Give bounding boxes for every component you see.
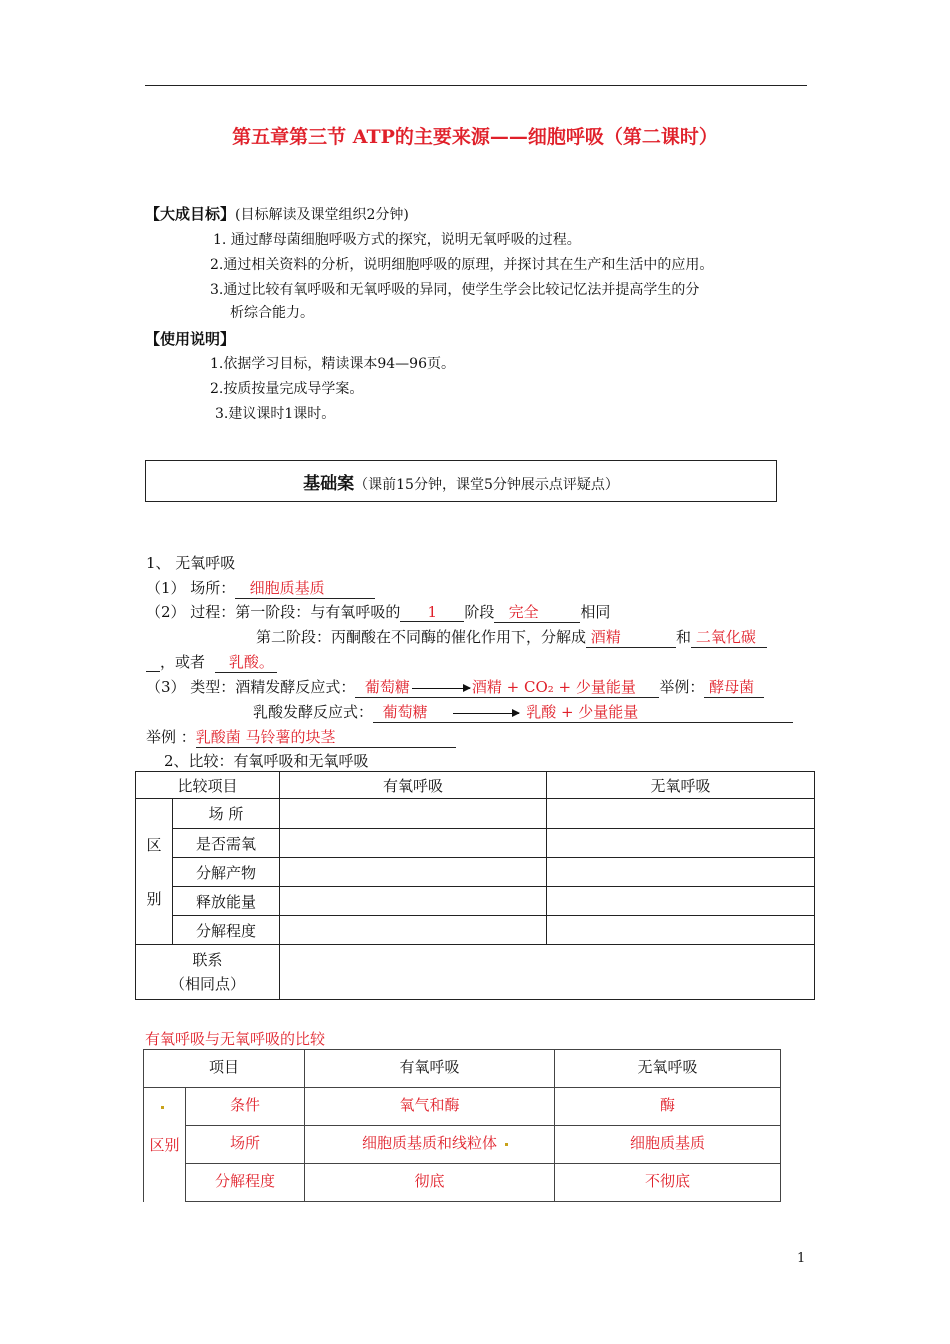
anaerobic-cell: 不彻底 xyxy=(555,1164,781,1202)
alcohol-equation xyxy=(355,676,659,698)
dot-mark xyxy=(161,1106,164,1109)
place-line xyxy=(146,577,375,599)
top-rule xyxy=(145,85,807,86)
lactic-equation xyxy=(373,701,793,723)
lactic-blank xyxy=(215,651,277,673)
usage-item: 1.依据学习目标，精读课本94—96页。 xyxy=(210,356,455,372)
complete-answer: 完全 xyxy=(508,603,539,621)
header-cell: 无氧呼吸 xyxy=(555,1050,781,1088)
header-cell: 比较项目 xyxy=(136,772,280,799)
goal-item: 1. 通过酵母菌细胞呼吸方式的探究，说明无氧呼吸的过程。 xyxy=(213,232,581,248)
complete-blank xyxy=(494,601,580,623)
co2-answer: 二氧化碳 xyxy=(695,628,756,646)
basic-case-note: （课前15分钟，课堂5分钟展示点评疑点） xyxy=(354,477,619,493)
goal-item: 析综合能力。 xyxy=(230,305,314,321)
header-cell: 无氧呼吸 xyxy=(547,772,815,799)
header-cell: 有氧呼吸 xyxy=(305,1050,555,1088)
anaerobic-cell: 酶 xyxy=(555,1088,781,1126)
glucose-2: 葡萄糖 xyxy=(382,703,428,721)
row-label: 分解程度 xyxy=(173,916,280,945)
basic-case-title: 基础案 xyxy=(303,474,355,494)
stage-mid: 阶段 xyxy=(464,603,495,621)
goals-heading-line xyxy=(145,203,409,224)
stage-answer: 1 xyxy=(427,603,438,621)
section1-heading: 1、 无氧呼吸 xyxy=(146,554,236,572)
page-title: 第五章第三节 ATP的主要来源——细胞呼吸（第二课时） xyxy=(232,126,718,148)
row-label: 场所 xyxy=(186,1126,305,1164)
stage2-text: 第二阶段：丙酮酸在不同酶的催化作用下，分解成 xyxy=(256,628,587,646)
yeast-answer: 酵母菌 xyxy=(709,678,755,696)
aerobic-cell: 细胞质基质和线粒体 xyxy=(305,1126,555,1164)
table2-title: 有氧呼吸与无氧呼吸的比较 xyxy=(145,1030,326,1048)
aerobic-cell: 彻底 xyxy=(305,1164,555,1202)
row-label: 分解产物 xyxy=(173,858,280,887)
answer-cell[interactable] xyxy=(280,916,547,945)
group-label: 区 别 xyxy=(136,799,173,945)
row-label: 分解程度 xyxy=(186,1164,305,1202)
usage-item: 3.建议课时1课时。 xyxy=(215,406,336,422)
process-label: （2） 过程：第一阶段：与有氧呼吸的 xyxy=(146,603,401,621)
answer-cell[interactable] xyxy=(280,799,547,829)
alcohol-products: 酒精 + CO₂ + 少量能量 xyxy=(471,678,636,696)
answer-cell[interactable] xyxy=(547,799,815,829)
lactic-products: 乳酸 + 少量能量 xyxy=(526,703,639,721)
example2-answer: 乳酸菌 马铃薯的块茎 xyxy=(195,728,336,746)
place-label: （1） 场所： xyxy=(146,579,236,597)
same-text: 相同 xyxy=(580,603,611,621)
example-label: 举例： xyxy=(659,678,705,696)
or-text: ，或者 xyxy=(160,653,206,671)
stage2-line xyxy=(256,626,767,648)
row-label: 条件 xyxy=(186,1088,305,1126)
answer-cell[interactable] xyxy=(280,945,815,1000)
answer-cell[interactable] xyxy=(280,858,547,887)
answer-cell[interactable] xyxy=(547,858,815,887)
aerobic-cell: 氧气和酶 xyxy=(305,1088,555,1126)
co2-blank xyxy=(691,626,767,648)
answer-cell[interactable] xyxy=(280,887,547,916)
page-number: 1 xyxy=(797,1251,806,1266)
answer-cell[interactable] xyxy=(547,916,815,945)
header-cell: 有氧呼吸 xyxy=(280,772,547,799)
example2-label: 举例 ： xyxy=(146,728,196,746)
goal-item: 2.通过相关资料的分析，说明细胞呼吸的原理，并探讨其在生产和生活中的应用。 xyxy=(210,257,714,273)
usage-heading: 【使用说明】 xyxy=(145,330,236,348)
lactic-fermentation-line xyxy=(253,701,793,723)
stage-blank xyxy=(400,603,464,622)
alcohol-answer: 酒精 xyxy=(590,628,621,646)
place-blank xyxy=(235,577,375,599)
co2-blank-tail xyxy=(146,653,160,672)
answer-cell[interactable] xyxy=(547,829,815,858)
row-label: 是否需氧 xyxy=(173,829,280,858)
dot-mark xyxy=(505,1143,508,1146)
section2-heading: 2、比较：有氧呼吸和无氧呼吸 xyxy=(164,752,369,770)
row-label: 场 所 xyxy=(173,799,280,829)
glucose-1: 葡萄糖 xyxy=(364,678,410,696)
goals-note: (目标解读及课堂组织2分钟) xyxy=(235,207,409,223)
arrow-icon xyxy=(412,688,470,689)
and-text: 和 xyxy=(676,628,692,646)
lactic-answer: 乳酸。 xyxy=(228,653,274,671)
usage-item: 2.按质按量完成导学案。 xyxy=(210,381,364,397)
group-label: 区别 xyxy=(144,1088,186,1202)
answer-cell[interactable] xyxy=(280,829,547,858)
anaerobic-cell: 细胞质基质 xyxy=(555,1126,781,1164)
lactic-label: 乳酸发酵反应式： xyxy=(253,703,374,721)
comparison-table-answers xyxy=(143,1049,781,1202)
arrow-icon xyxy=(453,713,519,714)
comparison-table-blank xyxy=(135,771,815,1000)
link-label: 联系 （相同点） xyxy=(136,945,280,1000)
header-cell: 项目 xyxy=(144,1050,305,1088)
yeast-blank xyxy=(704,676,764,698)
example2-line xyxy=(146,726,456,748)
goals-heading: 【大成目标】 xyxy=(145,205,236,223)
answer-cell[interactable] xyxy=(547,887,815,916)
goal-item: 3.通过比较有氧呼吸和无氧呼吸的异同，使学生学会比较记忆法并提高学生的分 xyxy=(210,282,700,298)
or-line xyxy=(146,651,277,673)
type-label: （3） 类型：酒精发酵反应式： xyxy=(146,678,356,696)
process-line xyxy=(146,601,610,623)
alcohol-fermentation-line xyxy=(146,676,764,698)
place-answer: 细胞质基质 xyxy=(249,579,325,597)
basic-case-box xyxy=(145,460,777,502)
alcohol-blank xyxy=(586,626,676,648)
example2-blank xyxy=(196,726,456,748)
row-label: 释放能量 xyxy=(173,887,280,916)
